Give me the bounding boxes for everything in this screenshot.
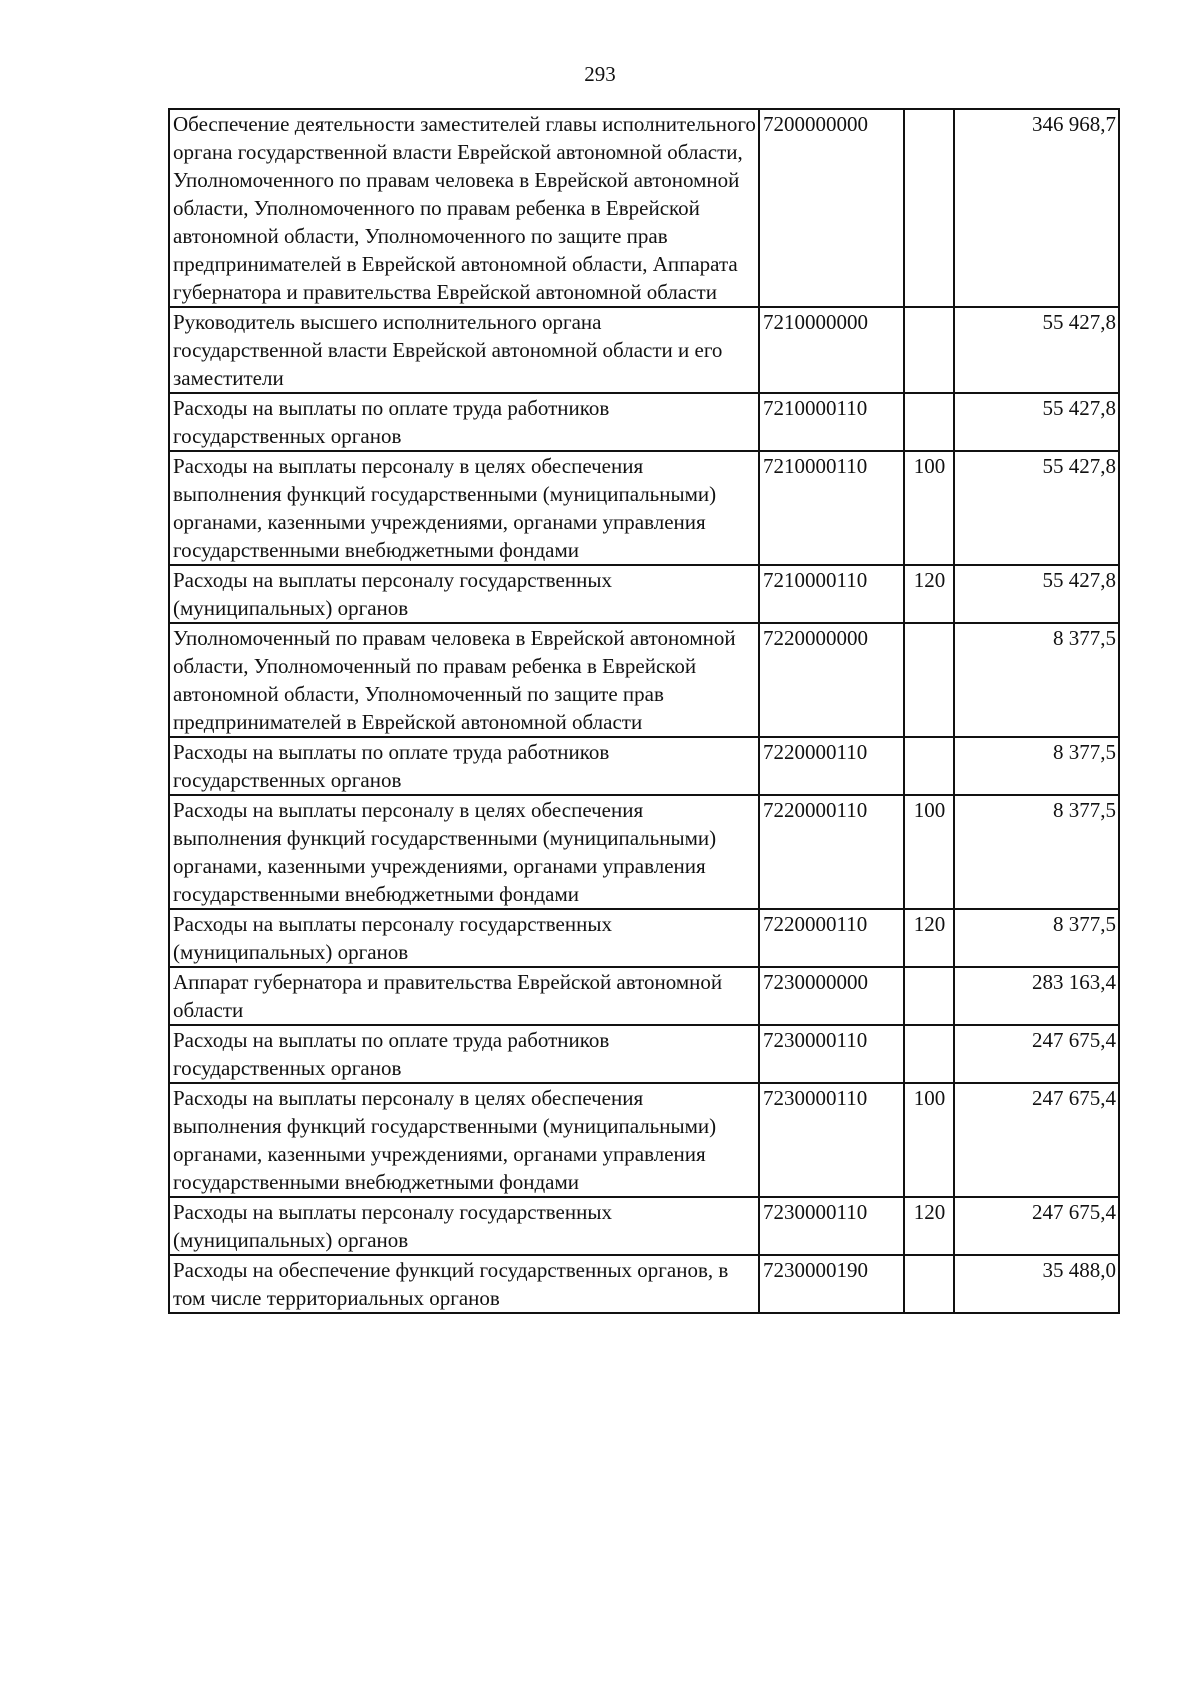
target-article-code: 7220000110	[759, 737, 904, 795]
target-article-code: 7200000000	[759, 109, 904, 307]
expense-name: Расходы на выплаты персоналу в целях обеспечения выполнения функций государственными (муниципальными) органами, казенными учреждениями, органами управления государственными внебюджетными фондами	[169, 1083, 759, 1197]
expense-type-code	[904, 109, 954, 307]
table-row	[169, 109, 1119, 307]
expense-type-code: 120	[904, 565, 954, 623]
expense-type-code	[904, 623, 954, 737]
expense-name: Расходы на выплаты по оплате труда работников государственных органов	[169, 393, 759, 451]
amount: 35 488,0	[954, 1255, 1119, 1313]
amount: 283 163,4	[954, 967, 1119, 1025]
table-row	[169, 1255, 1119, 1313]
target-article-code: 7220000000	[759, 623, 904, 737]
expense-type-code: 100	[904, 795, 954, 909]
page-number: 293	[584, 62, 616, 86]
target-article-code: 7220000110	[759, 909, 904, 967]
expense-type-code: 100	[904, 1083, 954, 1197]
table-row	[169, 737, 1119, 795]
amount: 55 427,8	[954, 307, 1119, 393]
table-row	[169, 1025, 1119, 1083]
expense-type-code: 120	[904, 909, 954, 967]
table-row	[169, 393, 1119, 451]
table-row	[169, 307, 1119, 393]
expense-name: Расходы на выплаты по оплате труда работников государственных органов	[169, 1025, 759, 1083]
expense-type-code: 100	[904, 451, 954, 565]
target-article-code: 7210000110	[759, 451, 904, 565]
amount: 8 377,5	[954, 623, 1119, 737]
expense-type-code	[904, 967, 954, 1025]
target-article-code: 7230000000	[759, 967, 904, 1025]
amount: 346 968,7	[954, 109, 1119, 307]
target-article-code: 7230000190	[759, 1255, 904, 1313]
amount: 8 377,5	[954, 909, 1119, 967]
target-article-code: 7210000110	[759, 393, 904, 451]
expense-name: Расходы на выплаты персоналу в целях обеспечения выполнения функций государственными (муниципальными) органами, казенными учреждениями, органами управления государственными внебюджетными фондами	[169, 451, 759, 565]
expense-name: Расходы на выплаты персоналу государственных (муниципальных) органов	[169, 909, 759, 967]
target-article-code: 7210000110	[759, 565, 904, 623]
amount: 247 675,4	[954, 1197, 1119, 1255]
expense-name: Расходы на выплаты персоналу государственных (муниципальных) органов	[169, 1197, 759, 1255]
target-article-code: 7210000000	[759, 307, 904, 393]
target-article-code: 7230000110	[759, 1197, 904, 1255]
expense-type-code	[904, 737, 954, 795]
table-row	[169, 795, 1119, 909]
table-row	[169, 1083, 1119, 1197]
budget-table	[168, 108, 1120, 1314]
expense-name: Расходы на обеспечение функций государственных органов, в том числе территориальных органов	[169, 1255, 759, 1313]
target-article-code: 7230000110	[759, 1083, 904, 1197]
table-row	[169, 451, 1119, 565]
expense-name: Расходы на выплаты персоналу в целях обеспечения выполнения функций государственными (муниципальными) органами, казенными учреждениями, органами управления государственными внебюджетными фондами	[169, 795, 759, 909]
amount: 8 377,5	[954, 737, 1119, 795]
amount: 247 675,4	[954, 1025, 1119, 1083]
expense-name: Расходы на выплаты по оплате труда работников государственных органов	[169, 737, 759, 795]
amount: 55 427,8	[954, 393, 1119, 451]
target-article-code: 7230000110	[759, 1025, 904, 1083]
expense-name: Аппарат губернатора и правительства Еврейской автономной области	[169, 967, 759, 1025]
target-article-code: 7220000110	[759, 795, 904, 909]
expense-type-code	[904, 1255, 954, 1313]
expense-type-code	[904, 1025, 954, 1083]
expense-name: Обеспечение деятельности заместителей главы исполнительного органа государственной власти Еврейской автономной области, Уполномоченного по правам человека в Еврейской автономной области, Уполномоченного по правам ребенка в Еврейской автономной области, Уполномоченного по защите прав предпринимателей в Еврейской автономной области, Аппарата губернатора и правительства Еврейской автономной области	[169, 109, 759, 307]
amount: 55 427,8	[954, 565, 1119, 623]
table-row	[169, 565, 1119, 623]
amount: 55 427,8	[954, 451, 1119, 565]
amount: 247 675,4	[954, 1083, 1119, 1197]
expense-name: Руководитель высшего исполнительного органа государственной власти Еврейской автономной области и его заместители	[169, 307, 759, 393]
table-row	[169, 909, 1119, 967]
expense-type-code: 120	[904, 1197, 954, 1255]
amount: 8 377,5	[954, 795, 1119, 909]
expense-name: Расходы на выплаты персоналу государственных (муниципальных) органов	[169, 565, 759, 623]
table-row	[169, 623, 1119, 737]
expense-name: Уполномоченный по правам человека в Еврейской автономной области, Уполномоченный по правам ребенка в Еврейской автономной области, Уполномоченный по защите прав предпринимателей в Еврейской автономной области	[169, 623, 759, 737]
expense-type-code	[904, 393, 954, 451]
table-row	[169, 1197, 1119, 1255]
table-row	[169, 967, 1119, 1025]
expense-type-code	[904, 307, 954, 393]
